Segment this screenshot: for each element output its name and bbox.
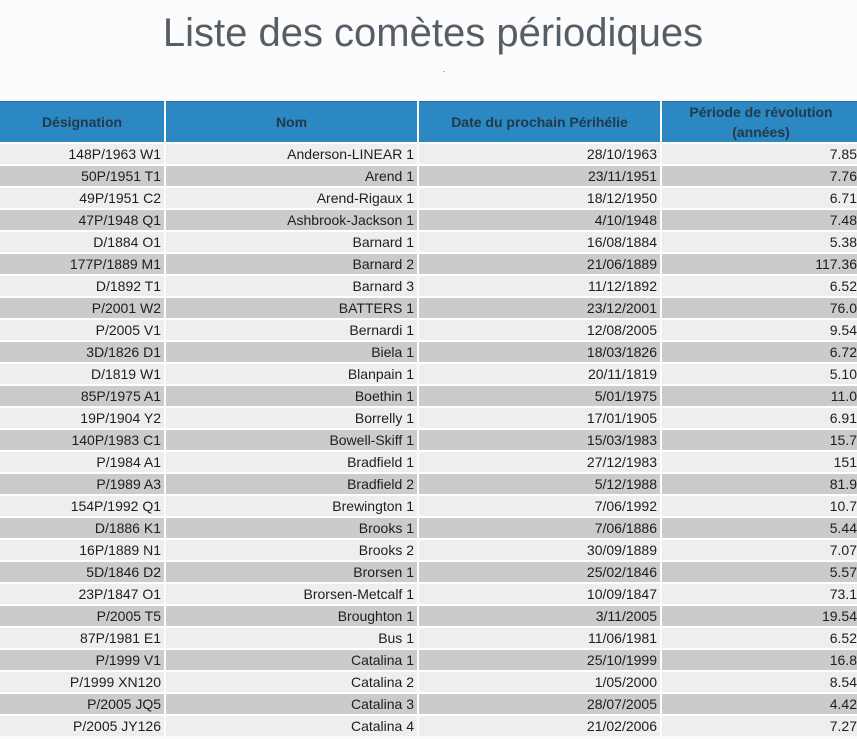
cell-designation: P/1984 A1 — [0, 450, 164, 472]
table-row[interactable] — [0, 472, 857, 494]
cell-designation: 49P/1951 C2 — [0, 186, 164, 208]
cell-date: 23/12/2001 — [419, 296, 660, 318]
cell-periode: 7.07 — [662, 538, 857, 560]
cell-date: 23/11/1951 — [419, 164, 660, 186]
table-row[interactable] — [0, 626, 857, 648]
cell-nom: Brorsen 1 — [166, 560, 417, 582]
cell-designation: P/2005 V1 — [0, 318, 164, 340]
cell-designation: 19P/1904 Y2 — [0, 406, 164, 428]
cell-nom: Anderson-LINEAR 1 — [166, 142, 417, 164]
table-row[interactable] — [0, 340, 857, 362]
table-row[interactable] — [0, 164, 857, 186]
cell-designation: P/1989 A3 — [0, 472, 164, 494]
cell-designation: D/1884 O1 — [0, 230, 164, 252]
cell-periode: 73.1 — [662, 582, 857, 604]
cell-designation: 177P/1889 M1 — [0, 252, 164, 274]
table-row[interactable] — [0, 560, 857, 582]
cell-periode: 6.52 — [662, 274, 857, 296]
cell-periode: 7.27 — [662, 714, 857, 736]
column-header-date[interactable]: Date du prochain Périhélie — [419, 101, 660, 142]
table-row[interactable] — [0, 714, 857, 736]
cell-date: 20/11/1819 — [419, 362, 660, 384]
column-header-nom[interactable]: Nom — [166, 101, 417, 142]
cell-designation: D/1892 T1 — [0, 274, 164, 296]
cell-nom: Catalina 3 — [166, 692, 417, 714]
table-row[interactable] — [0, 670, 857, 692]
cell-designation: 16P/1889 N1 — [0, 538, 164, 560]
table-row[interactable] — [0, 428, 857, 450]
cell-designation: P/2005 T5 — [0, 604, 164, 626]
table-row[interactable] — [0, 692, 857, 714]
cell-date: 4/10/1948 — [419, 208, 660, 230]
cell-designation: 23P/1847 O1 — [0, 582, 164, 604]
cell-periode: 11.0 — [662, 384, 857, 406]
table-row[interactable] — [0, 274, 857, 296]
cell-periode: 6.71 — [662, 186, 857, 208]
cell-nom: Catalina 2 — [166, 670, 417, 692]
table-row[interactable] — [0, 406, 857, 428]
table-row[interactable] — [0, 208, 857, 230]
table-row[interactable] — [0, 494, 857, 516]
cell-date: 25/02/1846 — [419, 560, 660, 582]
table-row[interactable] — [0, 648, 857, 670]
cell-designation: D/1886 K1 — [0, 516, 164, 538]
cell-nom: Bernardi 1 — [166, 318, 417, 340]
cell-date: 5/01/1975 — [419, 384, 660, 406]
table-row[interactable] — [0, 604, 857, 626]
column-header-designation[interactable]: Désignation — [0, 101, 164, 142]
cell-designation: 87P/1981 E1 — [0, 626, 164, 648]
cell-designation: D/1819 W1 — [0, 362, 164, 384]
cell-designation: P/1999 V1 — [0, 648, 164, 670]
table-row[interactable] — [0, 186, 857, 208]
cell-date: 15/03/1983 — [419, 428, 660, 450]
cell-designation: P/1999 XN120 — [0, 670, 164, 692]
cell-periode: 5.10 — [662, 362, 857, 384]
cell-nom: Ashbrook-Jackson 1 — [166, 208, 417, 230]
cell-nom: Arend 1 — [166, 164, 417, 186]
cell-periode: 7.48 — [662, 208, 857, 230]
cell-designation: 148P/1963 W1 — [0, 142, 164, 164]
cell-nom: Bradfield 1 — [166, 450, 417, 472]
cell-nom: Blanpain 1 — [166, 362, 417, 384]
cell-periode: 81.9 — [662, 472, 857, 494]
cell-date: 21/06/1889 — [419, 252, 660, 274]
table-row[interactable] — [0, 384, 857, 406]
table-header — [0, 101, 857, 142]
cell-periode: 7.76 — [662, 164, 857, 186]
table-row[interactable] — [0, 230, 857, 252]
cell-date: 18/03/1826 — [419, 340, 660, 362]
cell-nom: Broughton 1 — [166, 604, 417, 626]
cell-date: 5/12/1988 — [419, 472, 660, 494]
cell-date: 10/09/1847 — [419, 582, 660, 604]
comets-table — [0, 101, 857, 736]
cell-designation: 154P/1992 Q1 — [0, 494, 164, 516]
cell-periode: 6.91 — [662, 406, 857, 428]
cell-nom: Brorsen-Metcalf 1 — [166, 582, 417, 604]
cell-nom: Biela 1 — [166, 340, 417, 362]
cell-date: 25/10/1999 — [419, 648, 660, 670]
page-title: Liste des comètes périodiques — [162, 11, 704, 55]
table-row[interactable] — [0, 252, 857, 274]
cell-date: 30/09/1889 — [419, 538, 660, 560]
cell-designation: P/2005 JY126 — [0, 714, 164, 736]
cell-date: 27/12/1983 — [419, 450, 660, 472]
table-row[interactable] — [0, 582, 857, 604]
cell-periode: 4.42 — [662, 692, 857, 714]
cell-periode: 151 — [662, 450, 857, 472]
cell-nom: Barnard 3 — [166, 274, 417, 296]
cell-date: 7/06/1992 — [419, 494, 660, 516]
table-row[interactable] — [0, 450, 857, 472]
cell-date: 17/01/1905 — [419, 406, 660, 428]
cell-nom: Boethin 1 — [166, 384, 417, 406]
cell-nom: Catalina 4 — [166, 714, 417, 736]
cell-nom: Bus 1 — [166, 626, 417, 648]
cell-nom: BATTERS 1 — [166, 296, 417, 318]
cell-date: 21/02/2006 — [419, 714, 660, 736]
cell-designation: P/2001 W2 — [0, 296, 164, 318]
cell-nom: Catalina 1 — [166, 648, 417, 670]
cell-date: 11/12/1892 — [419, 274, 660, 296]
cell-periode: 9.54 — [662, 318, 857, 340]
cell-nom: Brooks 1 — [166, 516, 417, 538]
cell-designation: P/2005 JQ5 — [0, 692, 164, 714]
cell-date: 16/08/1884 — [419, 230, 660, 252]
cell-periode: 5.38 — [662, 230, 857, 252]
cell-date: 1/05/2000 — [419, 670, 660, 692]
table-row[interactable] — [0, 516, 857, 538]
cell-periode: 8.54 — [662, 670, 857, 692]
cell-nom: Barnard 1 — [166, 230, 417, 252]
cell-date: 7/06/1886 — [419, 516, 660, 538]
table-row[interactable] — [0, 318, 857, 340]
cell-nom: Bowell-Skiff 1 — [166, 428, 417, 450]
cell-designation: 85P/1975 A1 — [0, 384, 164, 406]
cell-periode: 6.52 — [662, 626, 857, 648]
cell-nom: Barnard 2 — [166, 252, 417, 274]
cell-periode: 5.44 — [662, 516, 857, 538]
decorative-dot — [443, 71, 445, 72]
cell-nom: Brooks 2 — [166, 538, 417, 560]
table-row[interactable] — [0, 296, 857, 318]
cell-nom: Bradfield 2 — [166, 472, 417, 494]
cell-periode: 19.54 — [662, 604, 857, 626]
cell-periode: 5.57 — [662, 560, 857, 582]
cell-designation: 50P/1951 T1 — [0, 164, 164, 186]
cell-date: 12/08/2005 — [419, 318, 660, 340]
cell-periode: 76.0 — [662, 296, 857, 318]
cell-nom: Borrelly 1 — [166, 406, 417, 428]
table-row[interactable] — [0, 538, 857, 560]
cell-periode: 117.36 — [662, 252, 857, 274]
cell-periode: 16.8 — [662, 648, 857, 670]
cell-periode: 15.7 — [662, 428, 857, 450]
cell-periode: 7.85 — [662, 142, 857, 164]
cell-date: 3/11/2005 — [419, 604, 660, 626]
cell-date: 11/06/1981 — [419, 626, 660, 648]
cell-date: 28/07/2005 — [419, 692, 660, 714]
table-row[interactable] — [0, 362, 857, 384]
cell-date: 28/10/1963 — [419, 142, 660, 164]
cell-designation: 3D/1826 D1 — [0, 340, 164, 362]
cell-designation: 140P/1983 C1 — [0, 428, 164, 450]
cell-nom: Brewington 1 — [166, 494, 417, 516]
table-body — [0, 142, 857, 736]
cell-nom: Arend-Rigaux 1 — [166, 186, 417, 208]
header-row — [0, 101, 857, 142]
cell-designation: 5D/1846 D2 — [0, 560, 164, 582]
table-row[interactable] — [0, 142, 857, 164]
cell-designation: 47P/1948 Q1 — [0, 208, 164, 230]
column-header-periode[interactable]: Période de révolution (années) — [662, 101, 857, 142]
cell-periode: 6.72 — [662, 340, 857, 362]
cell-date: 18/12/1950 — [419, 186, 660, 208]
cell-periode: 10.7 — [662, 494, 857, 516]
